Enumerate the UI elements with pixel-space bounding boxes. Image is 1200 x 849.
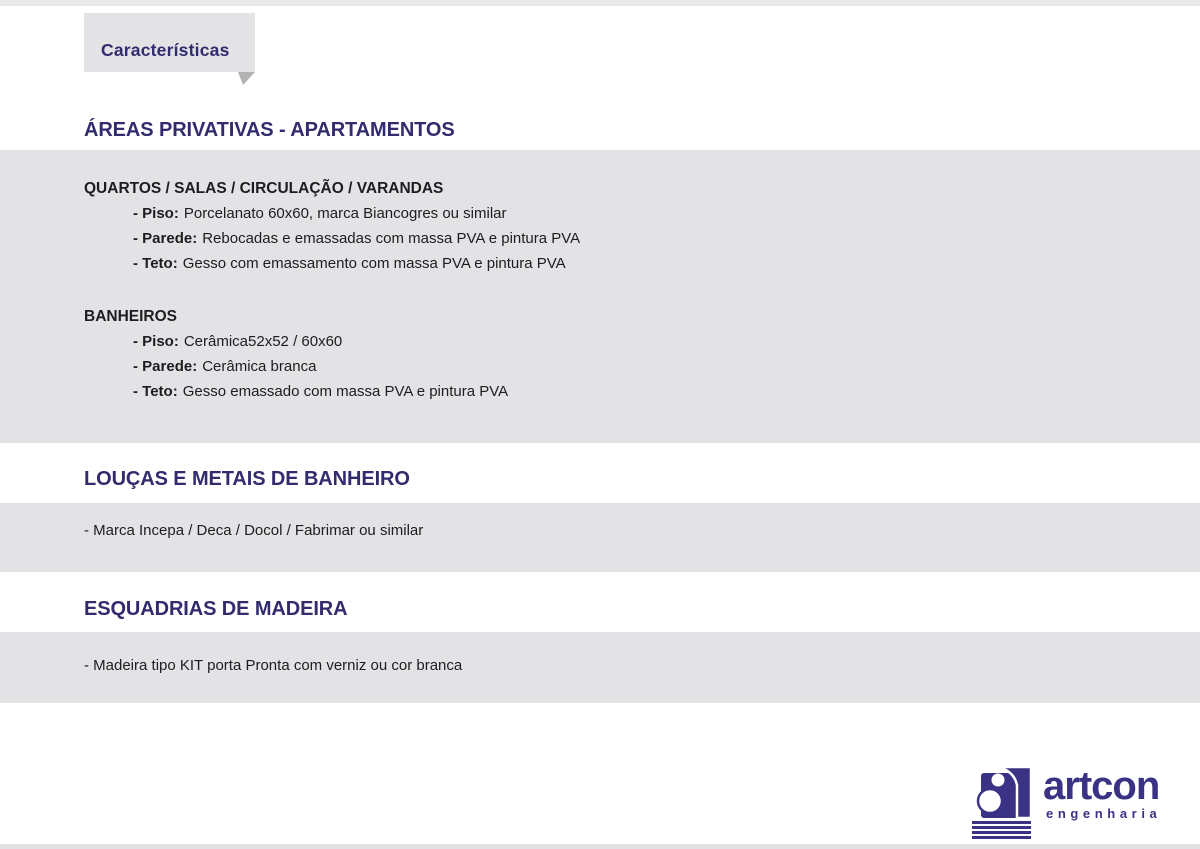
section-heading-areas-privativas: ÁREAS PRIVATIVAS - APARTAMENTOS — [84, 119, 455, 141]
section-heading-loucas: LOUÇAS E METAIS DE BANHEIRO — [84, 468, 410, 490]
spec-item-label: - Parede: — [133, 230, 198, 247]
spec-item-label: - Parede: — [133, 358, 198, 375]
section-body-loucas: - Marca Incepa / Deca / Docol / Fabrimar ou similar — [84, 522, 424, 539]
page-top-edge-strip — [0, 0, 1200, 6]
spec-item-text: Rebocadas e emassadas com massa PVA e pintura PVA — [202, 230, 581, 247]
tab-folded-corner — [238, 72, 255, 85]
spec-item-text: Cerâmica branca — [202, 358, 317, 375]
group-title-banheiros: BANHEIROS — [84, 308, 178, 325]
section-heading-esquadrias: ESQUADRIAS DE MADEIRA — [84, 598, 348, 620]
artcon-logo-subtitle: engenharia — [1046, 806, 1162, 821]
spec-item-quartos-teto — [133, 254, 566, 274]
spec-item-label: - Piso: — [133, 333, 179, 350]
spec-item-text: Porcelanato 60x60, marca Biancogres ou similar — [183, 205, 507, 222]
spec-item-banheiros-teto — [133, 382, 508, 402]
artcon-logo — [962, 765, 1161, 842]
spec-item-label: - Teto: — [133, 255, 178, 272]
spec-item-label: - Teto: — [133, 383, 178, 400]
spec-item-banheiros-piso — [133, 332, 342, 352]
spec-item-label: - Piso: — [133, 205, 179, 222]
spec-item-quartos-piso — [133, 204, 507, 224]
caracteristicas-tab — [84, 13, 255, 72]
spec-item-text: Cerâmica52x52 / 60x60 — [183, 333, 343, 350]
spec-item-banheiros-parede — [133, 357, 316, 377]
group-title-quartos-salas: QUARTOS / SALAS / CIRCULAÇÃO / VARANDAS — [84, 180, 444, 197]
section-body-esquadrias: - Madeira tipo KIT porta Pronta com verniz ou cor branca — [84, 657, 463, 674]
spec-item-text: Gesso emassado com massa PVA e pintura PVA — [182, 383, 509, 400]
page-bottom-edge-strip — [0, 844, 1200, 849]
artcon-logo-text — [1043, 764, 1162, 821]
spec-item-quartos-parede — [133, 229, 580, 249]
caracteristicas-tab-label: Características — [101, 40, 230, 60]
artcon-logo-mark-icon — [962, 765, 1038, 842]
artcon-logo-wordmark: artcon — [1043, 764, 1160, 808]
spec-item-text: Gesso com emassamento com massa PVA e pintura PVA — [182, 255, 566, 272]
